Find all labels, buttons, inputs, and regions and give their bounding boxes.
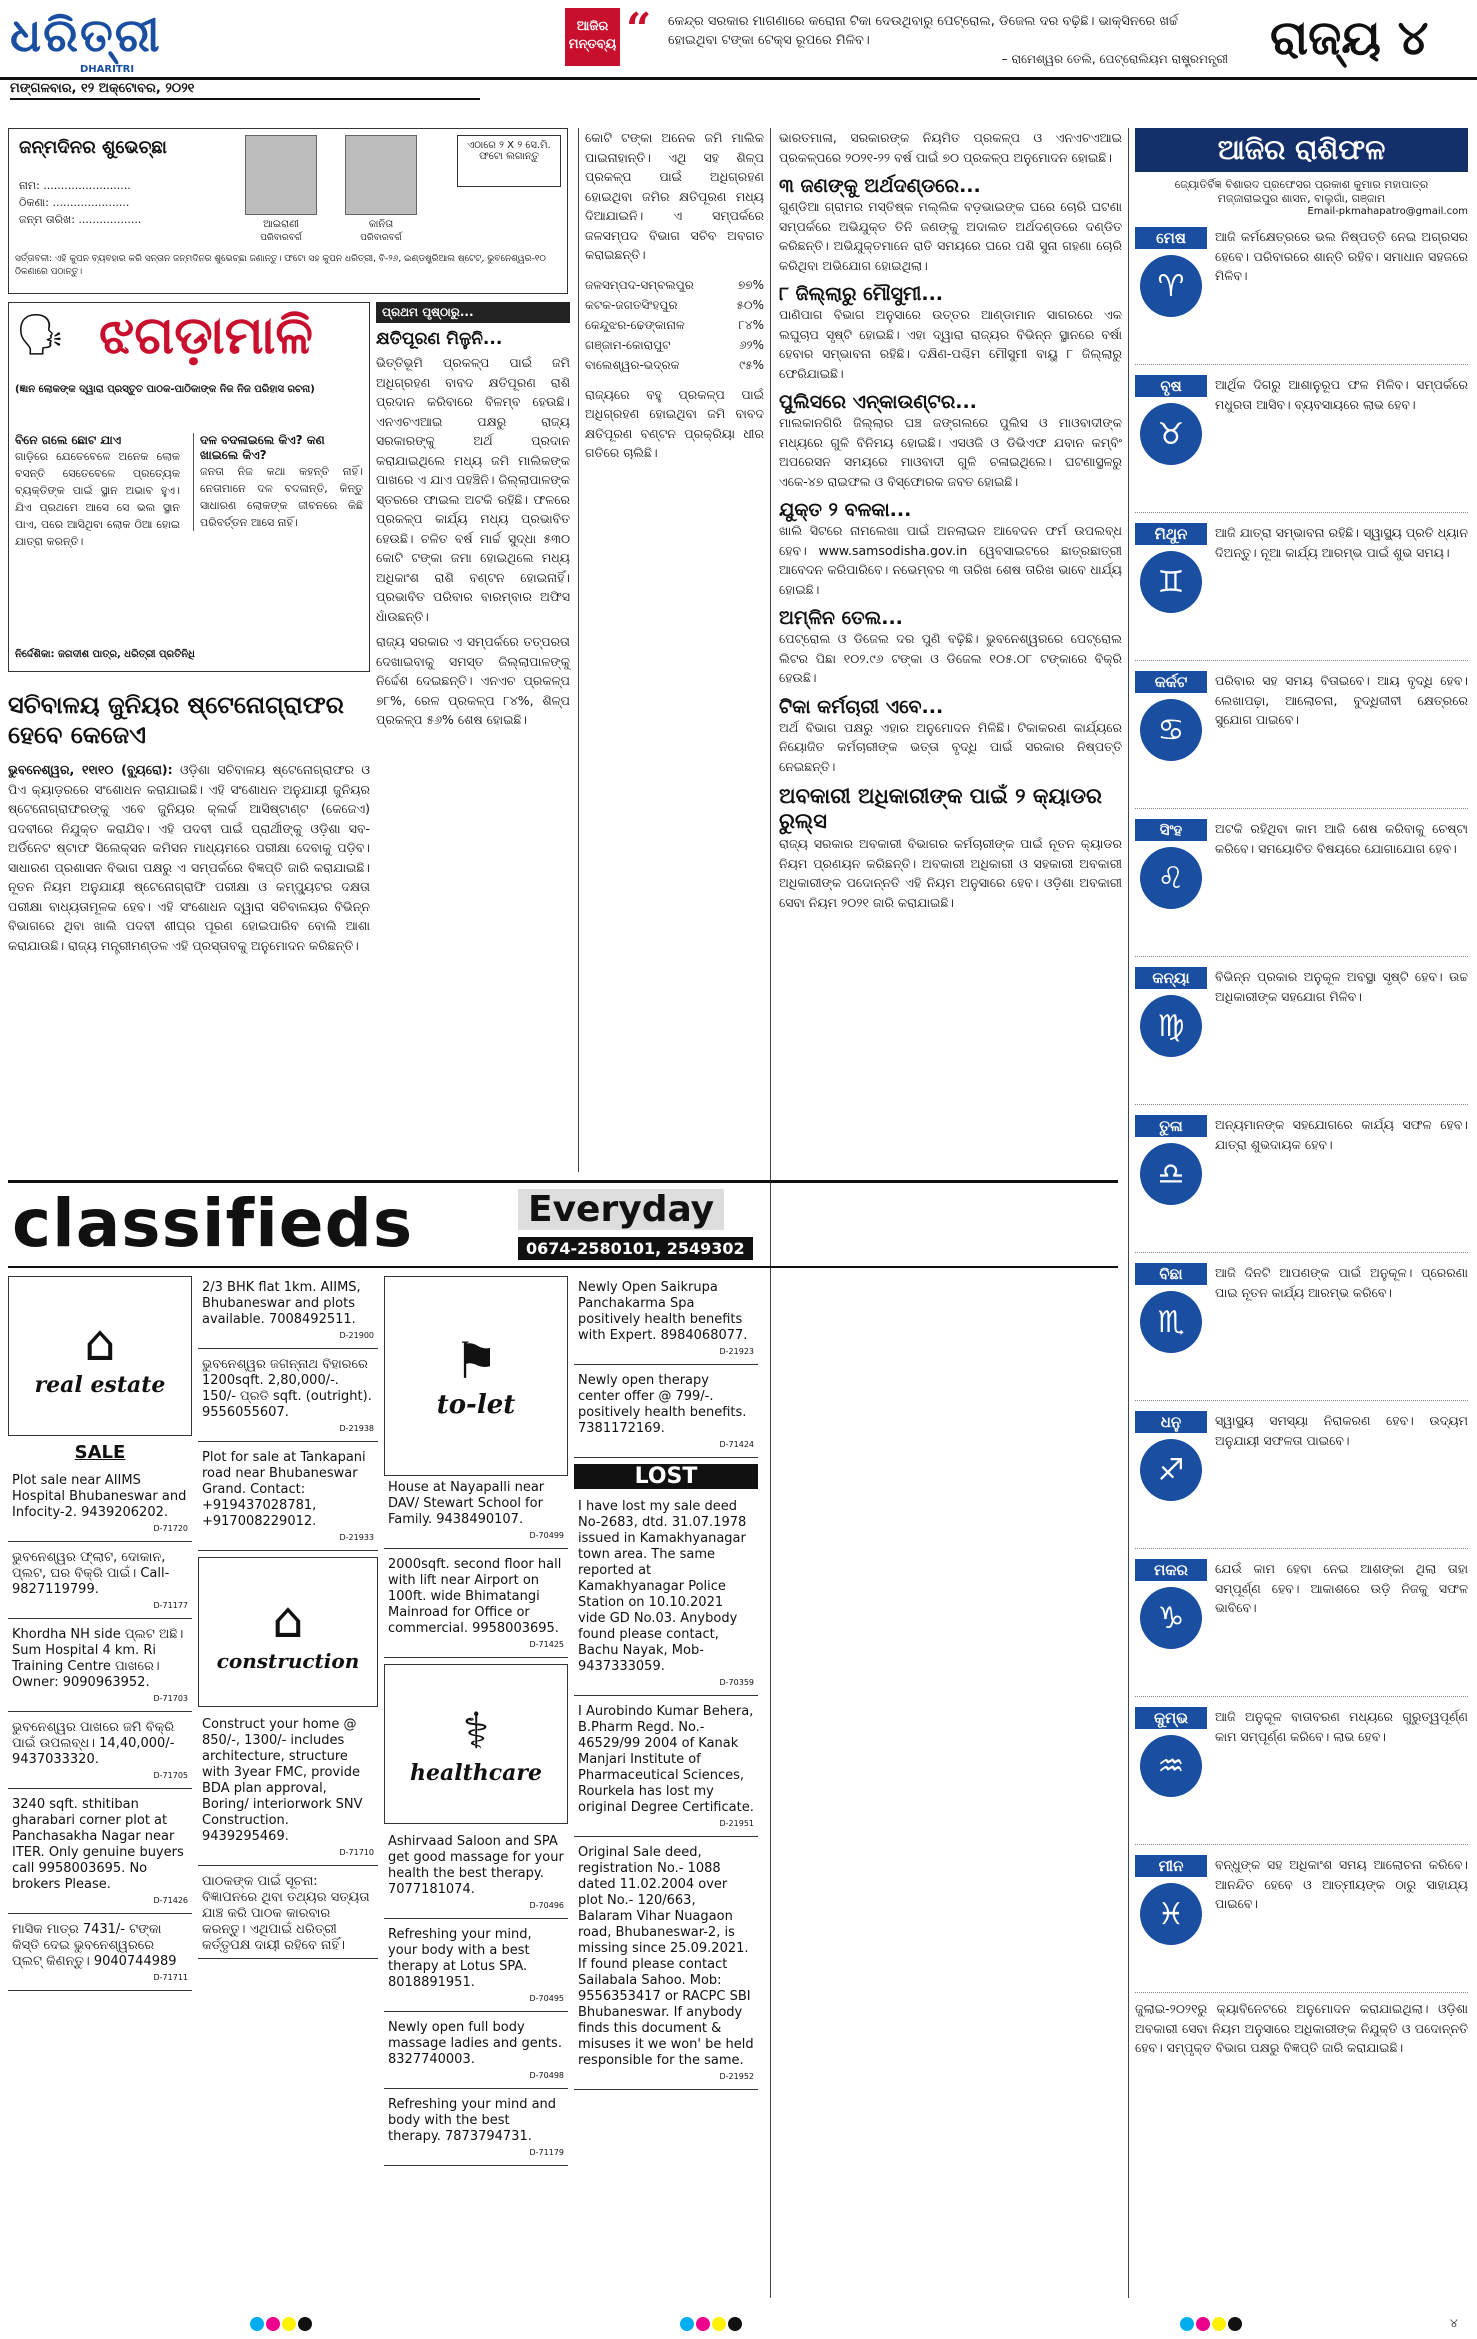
healthcare-banner (384, 1664, 568, 1824)
cartoon-faces-icon: 🗣 (15, 312, 66, 358)
rashifal-column (1128, 128, 1468, 2298)
zodiac-name: କୁମ୍ଭ (1135, 1707, 1207, 1729)
birthday-conditions: ସର୍ତ୍ତାବଳୀ: ଏହି କୁପନ ବ୍ୟବହାର କରି ସନ୍ତାନ ଜନ୍ମଦିନର ଶୁଭେଚ୍ଛା ଜଣାନ୍ତୁ। ଫଟୋ ସହ କୁପନ ଧରିତ୍ରୀ, ବି-୨୬, ଇଣ୍ଡଷ୍ଟ୍ରିଆଲ ଷ୍ଟେଟ୍, ଭୁବନେଶ୍ୱର-୧୦ ଠିକଣାରେ ପଠାନ୍ତୁ। (15, 254, 546, 277)
classified-ad-code: D-21951 (719, 1819, 754, 1828)
zodiac-sign-row (1135, 1411, 1468, 1549)
front-continue-column (376, 302, 570, 1172)
headline-story (8, 690, 370, 1170)
right-text: ଜନତା ନିଜ କଥା କହନ୍ତି ନାହିଁ। ନେତାମାନେ ଦଳ ବଦଳାନ୍ତି, କିନ୍ତୁ ସାଧାରଣ ଲୋକଙ୍କ ଜୀବନରେ କିଛି ପରିବର୍ତ୍ତନ ଆସେ ନାହିଁ। (200, 465, 363, 529)
classified-ad-text: Khordha NH side ପ୍ଲଟ ଅଛି। Sum Hospital 4 km. Ri Training Centre ପାଖରେ। Owner: 9090963952. (12, 1627, 184, 1690)
zodiac-symbol-icon: ♍ (1140, 995, 1202, 1057)
classified-ad[interactable] (198, 1870, 378, 1959)
classified-col-2 (198, 1276, 378, 2296)
classified-ad-code: D-70359 (719, 1678, 754, 1687)
zodiac-sign-row (1135, 1559, 1468, 1697)
story-body-1: ଗୁଣ୍ଡିଆ ଗ୍ରାମର ମସ୍ତିଷ୍କ ମଲ୍ଲିକ ବଡ଼ଭାଇଙ୍କ ଘରେ ଚୋରି ଘଟଣା ସମ୍ପର୍କରେ ଅଭିଯୁକ୍ତ ତିନି ଜଣଙ୍କୁ ଅଦାଲତ ଅର୍ଥଦଣ୍ଡରେ ଦଣ୍ଡିତ କରିଛନ୍ତି। ଅଭିଯୁକ୍ତମାନେ ରାତି ସମୟରେ ଘରେ ପଶି ସୁନା ଗହଣା ଚୋରି କରିଥିବା ଅଭିଯୋଗ ହୋଇଥିଲା। (779, 199, 1122, 273)
right-head: ଦଳ ବଦଳାଇଲେ କିଏ? କଣ ଖାଇଲେ କିଏ? (200, 433, 325, 462)
to-let-label: to-let (436, 1390, 516, 1420)
zodiac-symbol-icon: ♒ (1140, 1735, 1202, 1797)
zodiac-prediction: ପରିବାର ସହ ସମୟ ବିତାଇବେ। ଆୟ ବୃଦ୍ଧି ହେବ। ଲେଖାପଢ଼ା, ଆଲୋଚନା, ବୁଦ୍ଧିଜୀବୀ କ୍ଷେତ୍ରରେ ସୁଯୋଗ ପାଇବେ। (1215, 673, 1468, 727)
construction-label: construction (216, 1649, 360, 1673)
story-body-7: ରାଜ୍ୟ ସରକାର ଅବକାରୀ ବିଭାଗର କର୍ମଚାରୀଙ୍କ ପାଇଁ ନୂତନ କ୍ୟାଡର ନିୟମ ପ୍ରଣୟନ କରିଛନ୍ତି। ଅବକାରୀ ଅଧିକାରୀ ଓ ସହକାରୀ ଅବକାରୀ ଅଧିକାରୀଙ୍କ ପଦୋନ୍ନତି ଏହି ନିୟମ ଅନୁସାରେ ହେବ। ଓଡ଼ିଶା ଅବକାରୀ ସେବା ନିୟମ ୨୦୨୧ ଜାରି କରାଯାଇଛି। (779, 836, 1122, 910)
story-body-5: ପେଟ୍ରୋଲ ଓ ଡିଜେଲ ଦର ପୁଣି ବଢ଼ିଛି। ଭୁବନେଶ୍ୱରରେ ପେଟ୍ରୋଲ ଲିଟର ପିଛା ୧୦୨.୯୬ ଟଙ୍କା ଓ ଡିଜେଲ ୧୦୫.୦୮ ଟଙ୍କାରେ ବିକ୍ରି ହେଉଛି। (779, 631, 1122, 685)
zodiac-symbol-icon: ♏ (1140, 1291, 1202, 1353)
zodiac-prediction: ବିଭିନ୍ନ ପ୍ରକାର ଅନୁକୂଳ ଅବସ୍ଥା ସୃଷ୍ଟି ହେବ। ଉଚ୍ଚ ଅଧିକାରୀଙ୍କ ସହଯୋଗ ମିଳିବ। (1215, 969, 1468, 1004)
jhagadamali-left (15, 433, 180, 550)
child-photo-1 (245, 135, 317, 215)
zodiac-list (1135, 227, 1468, 1993)
classifieds-grid (8, 1276, 1118, 2296)
classified-ad[interactable] (198, 1713, 378, 1866)
lost-heading: LOST (574, 1464, 758, 1489)
stat-row: କେନ୍ଦୁଝର-ଢେଙ୍କାନାଳ ୮୪% (585, 317, 764, 332)
zodiac-symbol-icon: ♌ (1140, 847, 1202, 909)
classified-ad-text: Newly open therapy center offer @ 799/-. positively health benefits. 7381172169. (578, 1373, 747, 1436)
jhagadamali-box (8, 302, 370, 672)
logo-text: ଧରିତ୍ରୀ (10, 8, 162, 62)
zodiac-sign-row (1135, 375, 1468, 513)
story-head-1: ୩ ଜଣଙ୍କୁ ଅର୍ଥଦଣ୍ଡରେ... (779, 175, 981, 197)
zodiac-prediction: ବନ୍ଧୁଙ୍କ ସହ ଅଧିକାଂଶ ସମୟ ଆଲୋଚନା କରିବେ। ଆନନ୍ଦିତ ହେବେ ଓ ଆତ୍ମୀୟଙ୍କ ଠାରୁ ସାହାଯ୍ୟ ପାଇବେ। (1215, 1857, 1468, 1911)
classified-ad[interactable] (8, 1918, 192, 1991)
to-let-sign-icon: ⚑ (453, 1332, 499, 1390)
classified-ad-text: ପାଠକଙ୍କ ପାଇଁ ସୂଚନା: ବିଜ୍ଞାପନରେ ଥିବା ତଥ୍ୟର ସତ୍ୟତା ଯାଞ୍ଚ କରି ପାଠକ କାରବାର କରନ୍ତୁ। ଏଥିପାଇଁ ଧରିତ୍ରୀ କର୍ତ୍ତୃପକ୍ଷ ଦାୟୀ ରହିବେ ନାହିଁ। (202, 1874, 370, 1953)
story-body-3: ମାଲକାନଗିରି ଜିଲ୍ଲାର ଘଞ୍ଚ ଜଙ୍ଗଲରେ ପୁଲିସ ଓ ମାଓବାଦୀଙ୍କ ମଧ୍ୟରେ ଗୁଳି ବିନିମୟ ହୋଇଛି। ଏସଓଜି ଓ ଡିଭିଏଫ ଯବାନ କମ୍ବିଂ ଅପରେସନ ସମୟରେ ମାଓବାଦୀ ଗୁଳି ଚଳାଇଥିଲେ। ଘଟଣାସ୍ଥଳରୁ ଏକେ-୪୭ ରାଇଫଲ ଓ ବିସ୍ଫୋରକ ଜବତ ହୋଇଛି। (779, 415, 1122, 489)
classified-ad-code: D-70498 (529, 2071, 564, 2080)
classified-ad-code: D-71711 (153, 1973, 188, 1982)
classified-ad-code: D-71710 (339, 1848, 374, 1857)
stat-row: ଗଞ୍ଜାମ-କୋରାପୁଟ ୬୨% (585, 337, 764, 352)
birthday-form (19, 177, 239, 228)
classified-ad-code: D-70495 (529, 1994, 564, 2003)
classified-ad-code: D-21933 (339, 1533, 374, 1542)
classified-ad-code: D-21952 (719, 2072, 754, 2081)
zodiac-symbol-icon: ♎ (1140, 1143, 1202, 1205)
column-3 (578, 128, 764, 1172)
zodiac-sign-row (1135, 967, 1468, 1105)
classified-ad[interactable] (384, 1476, 568, 1549)
birthday-coupon (8, 128, 568, 294)
zodiac-badge (1135, 1855, 1207, 1986)
zodiac-name: କନ୍ୟା (1135, 967, 1207, 989)
col3-body-top: କୋଟି ଟଙ୍କା ଅନେକ ଜମି ମାଲିକ ପାଇନାହାନ୍ତି। ଏଥି ସହ ଶିଳ୍ପ ପ୍ରକଳ୍ପ ପାଇଁ ଅଧିଗ୍ରହଣ ହୋଇଥିବା ଜମିର କ୍ଷତିପୂରଣ ମଧ୍ୟ ଦିଆଯାଇନି। ଏ ସମ୍ପର୍କରେ ଜଳସମ୍ପଦ ବିଭାଗ ସଚିବ ଅବଗତ କରାଇଛନ୍ତି। (585, 130, 764, 262)
classified-ad-code: D-71720 (153, 1524, 188, 1533)
stat-row: ଜଳସମ୍ପଦ-ସମ୍ବଲପୁର ୭୭% (585, 277, 764, 292)
zodiac-sign-row (1135, 1707, 1468, 1845)
zodiac-name: ବୃଷ (1135, 375, 1207, 397)
story-head-4: ଯୁକ୍ତ ୨ ବଳକା... (779, 499, 912, 521)
classified-ad-code: D-70496 (529, 1901, 564, 1910)
registration-marks-center (680, 2316, 744, 2335)
classified-ad-text: House at Nayapalli near DAV/ Stewart School for Family. 9438490107. (388, 1480, 545, 1527)
zodiac-symbol-icon: ♑ (1140, 1587, 1202, 1649)
classified-col-4 (574, 1276, 758, 2296)
child-family-2: ପରିବାରବର୍ଗ (360, 233, 402, 243)
jhagadamali-subtitle: (ଜ୍ଞାନ ଲୋକଙ୍କ ଦ୍ୱାରା ପ୍ରସ୍ତୁତ ପାଠକ-ପାଠିକାଙ୍କ ନିଜ ନିଜ ପରିହାସ ରଚନା) (15, 384, 315, 395)
classified-ad-text: Newly open full body massage ladies and gents. 8327740003. (388, 2020, 562, 2067)
zodiac-sign-row (1135, 1855, 1468, 1993)
zodiac-prediction: ସ୍ୱାସ୍ଥ୍ୟ ସମସ୍ୟା ନିରାକରଣ ହେବ। ଉଦ୍ୟମ ଅନୁଯାୟୀ ସଫଳତା ପାଇବେ। (1215, 1413, 1468, 1448)
photo-placeholder[interactable]: ଏଠାରେ ୨ X ୨ ସେ.ମି. ଫଟୋ ଲଗାନ୍ତୁ (457, 135, 561, 187)
classified-ad[interactable] (8, 1793, 192, 1914)
classifieds-banner (8, 1180, 1118, 1268)
astrologer-email[interactable]: Email-pkmahapatro@gmail.com (1307, 206, 1468, 217)
story-body-6: ଅର୍ଥ ବିଭାଗ ପକ୍ଷରୁ ଏହାର ଅନୁମୋଦନ ମିଳିଛି। ଟିକାକରଣ କାର୍ଯ୍ୟରେ ନିୟୋଜିତ କର୍ମଚାରୀଙ୍କ ଭତ୍ତା ବୃଦ୍ଧି ପାଇଁ ସରକାର ନିଷ୍ପତ୍ତି ନେଇଛନ୍ତି। (779, 719, 1122, 774)
masthead (0, 0, 1477, 80)
col4-top-body: ଭାରତମାଳା, ସରକାରଙ୍କ ନିୟମିତ ପ୍ରକଳ୍ପ ଓ ଏନଏଚଏଆଇ ପ୍ରକଳ୍ପରେ ୨୦୨୧-୨୨ ବର୍ଷ ପାଇଁ ୭୦ ପ୍ରକଳ୍ପ ଅନୁମୋଦନ ହୋଇଛି। (779, 130, 1122, 165)
sale-label: SALE (74, 1442, 126, 1463)
zodiac-badge (1135, 1707, 1207, 1838)
jhagadamali-right (193, 433, 363, 531)
zodiac-name: ବିଛା (1135, 1263, 1207, 1285)
classified-ad-text: Original Sale deed, registration No.- 1088 dated 11.02.2004 over plot No.- 120/663, Balaram Vihar Nuagaon road, Bhubaneswar-2, is missing since 25.09.2021. If found please contact Sailabala Sahoo. Mob: 9556353417 or RACPC SBI Bhubaneswar. If anybody finds this document & misuses it we won' be held responsible for the same. (578, 1845, 754, 2068)
zodiac-badge (1135, 375, 1207, 506)
stat-row: କଟକ-ଜଗତସିଂହପୁର ୫୦% (585, 297, 764, 312)
classified-ad-text: ଭୁବନେଶ୍ୱର ଫ୍ଲାଟ, ଦୋକାନ, ପ୍ଲଟ, ଘର ବିକ୍ରି ପାଇଁ। Call- 9827119799. (12, 1550, 170, 1597)
classified-ad-text: Ashirvaad Saloon and SPA get good massage for your health the best therapy. 7077181074. (388, 1834, 564, 1897)
left-head: ବିନେ ଗଲେ ଛୋଟ ଯାଏ (15, 433, 122, 447)
classified-ad-text: Plot for sale at Tankapani road near Bhubaneswar Grand. Contact: +919437028781, +917008229012. (202, 1450, 366, 1529)
story-head-6: ଟିକା କର୍ମଚାରୀ ଏବେ... (779, 695, 944, 718)
classified-ad-text: 3240 sqft. sthitiban gharabari corner plot at Panchasakha Nagar near ITER. Only genuine buyers call 9958003695. No brokers Please. (12, 1797, 184, 1892)
classified-ad-code: D-71703 (153, 1694, 188, 1703)
classified-ad-code: D-71179 (529, 2148, 564, 2157)
col4-ads-top (574, 1276, 758, 1458)
zodiac-symbol-icon: ♉ (1140, 403, 1202, 465)
zodiac-sign-row (1135, 1263, 1468, 1401)
classified-ad-code: D-71177 (153, 1601, 188, 1610)
newspaper-logo[interactable] (10, 8, 240, 75)
page-title: ରାଜ୍ୟ ୪ (1270, 10, 1429, 66)
zodiac-badge (1135, 1411, 1207, 1542)
story-head-2: ୮ ଜିଲ୍ଲାରୁ ମୌସୁମୀ... (779, 283, 944, 305)
classified-ad-text: ଭୁବନେଶ୍ୱର ଜଗନ୍ନାଥ ବିହାରରେ 1200sqft. 2,80,000/-. 150/- ପ୍ରତି sqft. (outright). 9556055607. (202, 1357, 372, 1420)
zodiac-badge (1135, 227, 1207, 358)
classified-ad-text: ମାସିକ ମାତ୍ର 7431/- ଟଙ୍କା କିସ୍ତି ଦେଇ ଭୁବନେଶ୍ୱରରେ ପ୍ଲଟ୍ କିଣନ୍ତୁ। 9040744989 (12, 1922, 177, 1969)
healthcare-label: healthcare (410, 1760, 542, 1786)
zodiac-prediction: ଆଜି ଅନୁକୂଳ ବାତାବରଣ ମଧ୍ୟରେ ଗୁରୁତ୍ୱପୂର୍ଣ୍ଣ କାମ ସମ୍ପୂର୍ଣ୍ଣ କରିବେ। ଲାଭ ହେବ। (1215, 1709, 1468, 1744)
story-head-7: ଅବକାରୀ ଅଧିକାରୀଙ୍କ ପାଇଁ ୨ କ୍ୟାଡର ରୁଲ୍ସ (779, 784, 1102, 833)
logo-subtext: DHARITRI (80, 64, 135, 75)
classifieds-title: classifieds (12, 1185, 414, 1262)
zodiac-badge (1135, 1115, 1207, 1246)
zodiac-badge (1135, 1559, 1207, 1690)
real-estate-label: real estate (34, 1372, 166, 1398)
classified-ad-text: Construct your home @ 850/-, 1300/- includes architecture, structure with 3year FMC, provide BDA plan approval, Boring/ interiorwork SNV Construction. 9439295469. (202, 1717, 363, 1844)
rashifal-bottom-text: ଜୁଲାଇ-୨୦୨୧ରୁ କ୍ୟାବିନେଟରେ ଅନୁମୋଦନ କରାଯାଇଥିଲା। ଓଡ଼ିଶା ଅବକାରୀ ସେବା ନିୟମ ଅନୁସାରେ ଅଧିକାରୀଙ୍କ ନିଯୁକ୍ତି ଓ ପଦୋନ୍ନତି ହେବ। ସମ୍ପୃକ୍ତ ବିଭାଗ ପକ୍ଷରୁ ବିଜ୍ଞପ୍ତି ଜାରି କରାଯାଇଛି। (1135, 2001, 1468, 2055)
stat-row: ବାଲେଶ୍ୱର-ଭଦ୍ରକ ୯୫% (585, 357, 764, 372)
classified-ad[interactable] (574, 1276, 758, 1365)
quote-mark-icon: “ (626, 4, 652, 55)
classified-ad-text: 2/3 BHK flat 1km. AIIMS, Bhubaneswar and plots available. 7008492511. (202, 1280, 361, 1327)
zodiac-symbol-icon: ♋ (1140, 699, 1202, 761)
classified-col-1 (8, 1276, 192, 2296)
child-photo-2 (345, 135, 417, 215)
story-body-2: ପାଣିପାଗ ବିଭାଗ ଅନୁସାରେ ଉତ୍ତର ଆଣ୍ଡାମାନ ସାଗରରେ ଏକ ଲଘୁଚାପ ସୃଷ୍ଟି ହୋଇଛି। ଏହା ଦ୍ୱାରା ରାଜ୍ୟର ବିଭିନ୍ନ ସ୍ଥାନରେ ବର୍ଷା ହେବାର ସମ୍ଭାବନା ରହିଛି। ଦକ୍ଷିଣ-ପଶ୍ଚିମ ମୌସୁମୀ ବାୟୁ ୮ ଜିଲ୍ଲାରୁ ଫେରିଯାଇଛି। (779, 307, 1122, 381)
classified-ad-code: D-71424 (719, 1440, 754, 1449)
classified-ad-text: Refreshing your mind and body with the best therapy. 7873794731. (388, 2097, 557, 2144)
classified-ad-code: D-21938 (339, 1424, 374, 1433)
classified-ad[interactable] (384, 2016, 568, 2089)
zodiac-symbol-icon: ♐ (1140, 1439, 1202, 1501)
col1-ads (8, 1469, 192, 1991)
astrologer-address: ମଜ୍ଜାରାଇପୁର ଶାସନ, ବାଲୁଗାଁ, ଗଞ୍ଜାମ (1217, 192, 1386, 205)
classified-ad-text: Plot sale near AIIMS Hospital Bhubaneswar and Infocity-2. 9439206202. (12, 1473, 187, 1520)
classified-ad[interactable] (384, 2093, 568, 2166)
zodiac-badge (1135, 819, 1207, 950)
front-continue-label: ପ୍ରଥମ ପୃଷ୍ଠାରୁ... (376, 302, 570, 323)
headline-dateline: ଭୁବନେଶ୍ୱର, ୧୧ା୧୦ (ବ୍ୟୁରୋ): (8, 762, 173, 777)
front-continue-body: ଭିତ୍ତିଭୂମି ପ୍ରକଳ୍ପ ପାଇଁ ଜମି ଅଧିଗ୍ରହଣ ବାବଦ କ୍ଷତିପୂରଣ ରାଶି ପ୍ରଦାନ କରିବାରେ ବିଳମ୍ବ ହେଉଛି। ଏନଏଚଏଆଇ ପକ୍ଷରୁ ରାଜ୍ୟ ସରକାରଙ୍କୁ ଅର୍ଥ ପ୍ରଦାନ କରାଯାଇଥିଲେ ମଧ୍ୟ ଜମି ମାଲିକଙ୍କ ପାଖରେ ଏ ଯାଏ ପହଞ୍ଚିନି। ଜିଲ୍ଲାପାଳଙ୍କ ସ୍ତରରେ ଫାଇଲ ଅଟକି ରହିଛି। ଫଳରେ ପ୍ରକଳ୍ପ କାର୍ଯ୍ୟ ମଧ୍ୟ ପ୍ରଭାବିତ ହେଉଛି। ଚଳିତ ବର୍ଷ ମାର୍ଚ୍ଚ ସୁଦ୍ଧା ୫୩୦ କୋଟି ଟଙ୍କା ଜମା ହୋଇଥିଲେ ମଧ୍ୟ ଅଧିକାଂଶ ରାଶି ବଣ୍ଟନ ହୋଇନାହିଁ। ପ୍ରଭାବିତ ପରିବାର ବାରମ୍ବାର ଅଫିସ ଧାଁଉଛନ୍ତି। (376, 355, 570, 624)
stethoscope-icon: ⚕ (462, 1702, 490, 1760)
classified-ad-code: D-70499 (529, 1531, 564, 1540)
child-family-1: ପରିବାରବର୍ଗ (260, 233, 302, 243)
classified-ad-code: D-71426 (153, 1896, 188, 1905)
col3-ads-bottom (384, 1830, 568, 2166)
zodiac-name: ତୁଳା (1135, 1115, 1207, 1137)
classified-ad-code: D-21923 (719, 1347, 754, 1356)
zodiac-name: ମକର (1135, 1559, 1207, 1581)
zodiac-sign-row (1135, 1115, 1468, 1253)
story-body-4: ଖାଲି ସିଟରେ ନାମଲେଖା ପାଇଁ ଅନଲାଇନ ଆବେଦନ ଫର୍ମ ଉପଲବ୍ଧ ହେବ। www.samsodisha.gov.in ୱେବସାଇଟରେ ଛାତ୍ରଛାତ୍ରୀ ଆବେଦନ କରିପାରିବେ। ନଭେମ୍ବର ୩ ତାରିଖ ଶେଷ ତାରିଖ ଭାବେ ଧାର୍ଯ୍ୟ ହୋଇଛି। (779, 523, 1122, 597)
form-field-dob[interactable]: ଜନ୍ମ ତାରିଖ: .................. (19, 213, 142, 226)
classified-ad-code: D-71705 (153, 1771, 188, 1780)
zodiac-badge (1135, 671, 1207, 802)
front-continue-body2: ରାଜ୍ୟ ସରକାର ଏ ସମ୍ପର୍କରେ ତତ୍ପରତା ଦେଖାଇବାକୁ ସମସ୍ତ ଜିଲ୍ଲାପାଳଙ୍କୁ ନିର୍ଦ୍ଦେଶ ଦେଇଛନ୍ତି। ଏନଏଚ ପ୍ରକଳ୍ପ ୭୮%, ରେଳ ପ୍ରକଳ୍ପ ୮୪%, ଶିଳ୍ପ ପ୍ରକଳ୍ପ ୫୬% ଶେଷ ହୋଇଛି। (376, 634, 570, 727)
quote-body: କେନ୍ଦ୍ର ସରକାର ମାଗଣାରେ କରୋନା ଟିକା ଦେଉଥିବାରୁ ପେଟ୍ରୋଲ, ଡିଜେଲ ଦର ବଢ଼ିଛି। ଭାକ୍ସିନରେ ଖର୍ଚ୍ଚ ହୋଇଥିବା ଟଙ୍କା ଟେକ୍ସ ରୂପରେ ମିଳିବ। (668, 14, 1178, 48)
zodiac-prediction: ଆଜି କର୍ମକ୍ଷେତ୍ରରେ ଭଲ ନିଷ୍ପତ୍ତି ନେଇ ଅଗ୍ରସର ହେବେ। ପରିବାରରେ ଶାନ୍ତି ରହିବ। ସମାଧାନ ସହଜରେ ମିଳିବ। (1215, 229, 1468, 283)
classified-ad[interactable] (384, 1553, 568, 1658)
zodiac-prediction: ଯେଉଁ କାମ ହେବା ନେଇ ଆଶଙ୍କା ଥିଲା ତାହା ସମ୍ପୂର୍ଣ୍ଣ ହେବ। ଆକାଶରେ ଉଡ଼ି ନିଜକୁ ସଫଳ ଭାବିବେ। (1215, 1561, 1468, 1615)
classified-ad[interactable] (574, 1700, 758, 1837)
construction-house-icon: ⌂ (272, 1591, 304, 1649)
zodiac-symbol-icon: ♊ (1140, 551, 1202, 613)
astrologer-name: ଜ୍ୟୋତିର୍ବିଜ୍ଞ ବିଶାରଦ ପ୍ରଫେସର ପ୍ରକାଶ କୁମାର ମହାପାତ୍ର (1174, 178, 1429, 191)
front-continue-title: କ୍ଷତିପୂରଣ ମିଳୁନି... (376, 329, 503, 349)
classified-ad-text: Refreshing your mind, your body with a best therapy at Lotus SPA. 8018891951. (388, 1927, 532, 1990)
zodiac-badge (1135, 1263, 1207, 1394)
classifieds-everyday: Everyday (518, 1189, 724, 1230)
headline-title: ସଚିବାଳୟ ଜୁନିୟର ଷ୍ଟେନୋଗ୍ରାଫର ହେବେ କେଜେଏ (8, 691, 344, 749)
zodiac-name: ମୀନ (1135, 1855, 1207, 1877)
classified-ad[interactable] (198, 1353, 378, 1442)
issue-date: ମଙ୍ଗଳବାର, ୧୨ ଅକ୍ଟୋବର, ୨୦୨୧ (10, 78, 480, 100)
child-name-1: ଆଇରାଣୀ (263, 219, 299, 230)
jhagadamali-credit: ନିର୍ଦ୍ଦେଶିକା: ଜଗଦୀଶ ପାତ୍ର, ଧରିତ୍ରୀ ପ୍ରତିନିଧି (15, 649, 195, 660)
zodiac-sign-row (1135, 227, 1468, 365)
headline-text: ଓଡ଼ିଶା ସଚିବାଳୟ ଷ୍ଟେନୋଗ୍ରାଫର ଓ ପିଏ କ୍ୟାଡ଼ରରେ ସଂଶୋଧନ କରାଯାଇଛି। ଏହି ସଂଶୋଧନ ଅନୁଯାୟୀ ଜୁନିୟର ଷ୍ଟେନୋଗ୍ରାଫରଙ୍କୁ ଏବେ ଜୁନିୟର କ୍ଲର୍କ ଆସିଷ୍ଟାଣ୍ଟ (କେଜେଏ) ପଦବୀରେ ନିଯୁକ୍ତ କରାଯିବ। ଏହି ପଦବୀ ପାଇଁ ପ୍ରାର୍ଥୀଙ୍କୁ ଓଡ଼ିଶା ସବ-ଅର୍ଡିନେଟ ଷ୍ଟାଫ ସିଲେକ୍ସନ କମିସନ ମାଧ୍ୟମରେ ପରୀକ୍ଷା ଦେବାକୁ ପଡ଼ିବ। ସାଧାରଣ ପ୍ରଶାସନ ବିଭାଗ ପକ୍ଷରୁ ଏ ସମ୍ପର୍କରେ ବିଜ୍ଞପ୍ତି ଜାରି କରାଯାଇଛି। ନୂତନ ନିୟମ ଅନୁଯାୟୀ ଷ୍ଟେନୋଗ୍ରାଫି ପରୀକ୍ଷା ଓ କମ୍ପ୍ୟୁଟର ଦକ୍ଷତା ପରୀକ୍ଷା ବାଧ୍ୟତାମୂଳକ ହେବ। ଏହି ସଂଶୋଧନ ଦ୍ୱାରା ସଚିବାଳୟର ବିଭିନ୍ନ ବିଭାଗରେ ଥିବା ଖାଲି ପଦବୀ ଶୀଘ୍ର ପୂରଣ ହୋଇପାରିବ ବୋଲି ଆଶା କରାଯାଉଛି। ରାଜ୍ୟ ମନ୍ତ୍ରୀମଣ୍ଡଳ ଏହି ପ୍ରସ୍ତାବକୁ ଅନୁମୋଦନ କରିଛନ୍ତି। (8, 762, 370, 953)
col3-body-bottom: ରାଜ୍ୟରେ ବହୁ ପ୍ରକଳ୍ପ ପାଇଁ ଅଧିଗ୍ରହଣ ହୋଇଥିବା ଜମି ବାବଦ କ୍ଷତିପୂରଣ ବଣ୍ଟନ ପ୍ରକ୍ରିୟା ଧୀର ଗତିରେ ଚାଲିଛି। (585, 386, 764, 460)
zodiac-prediction: ଆର୍ଥିକ ଦିଗରୁ ଆଶାନୁରୂପ ଫଳ ମିଳିବ। ସମ୍ପର୍କରେ ମଧୁରତା ଆସିବ। ବ୍ୟବସାୟରେ ଲାଭ ହେବ। (1215, 377, 1468, 412)
classified-ad[interactable] (8, 1623, 192, 1712)
left-text: ଗାଡ଼ିରେ ଯେତେବେଳେ ଅନେକ ଲୋକ ବସନ୍ତି ସେତେବେଳେ ପ୍ରତ୍ୟେକ ବ୍ୟକ୍ତିଙ୍କ ପାଇଁ ସ୍ଥାନ ଅଭାବ ହୁଏ। ଯିଏ ପ୍ରଥମେ ଆସେ ସେ ଭଲ ସ୍ଥାନ ପାଏ, ପରେ ଆସିଥିବା ଲୋକ ଠିଆ ହୋଇ ଯାତ୍ରା କରନ୍ତି। (15, 450, 180, 548)
jhagadamali-title: ଝଗଡ଼ାମାଳି (99, 305, 313, 366)
zodiac-symbol-icon: ♓ (1140, 1883, 1202, 1945)
classified-ad[interactable] (198, 1446, 378, 1551)
child-name-2: କାନିତା (368, 219, 394, 230)
quote-author: – ରାମେଶ୍ୱର ତେଲି, ପେଟ୍ରୋଲିୟମ ରାଷ୍ଟ୍ରମନ୍ତ୍ରୀ (1001, 52, 1228, 66)
house-icon: ⌂ (84, 1314, 116, 1372)
registration-marks-left (250, 2316, 314, 2335)
classified-ad[interactable] (8, 1546, 192, 1619)
classified-ad[interactable] (198, 1276, 378, 1349)
to-let-banner (384, 1276, 568, 1476)
story-head-5: ଅମ୍ଳିନ ତେଲ... (779, 607, 903, 629)
classified-ad[interactable] (384, 1923, 568, 2012)
col2-ads-top (198, 1276, 378, 1551)
zodiac-sign-row (1135, 671, 1468, 809)
real-estate-banner (8, 1276, 192, 1436)
classified-ad-text: I Aurobindo Kumar Behera, B.Pharm Regd. No.- 46529/99 2004 of Kanak Manjari Institute of Pharmaceutical Sciences, Rourkela has lost my original Degree Certificate. (578, 1704, 754, 1815)
zodiac-name: ସିଂହ (1135, 819, 1207, 841)
zodiac-prediction: ଅଟକି ରହିଥିବା କାମ ଆଜି ଶେଷ କରିବାକୁ ଚେଷ୍ଟା କରିବେ। ସମୟୋଚିତ ବିଷୟରେ ଯୋଗାଯୋଗ ହେବ। (1215, 821, 1468, 856)
zodiac-name: ଧନୁ (1135, 1411, 1207, 1433)
classified-ad-text: ଭୁବନେଶ୍ୱର ପାଖରେ ଜମି ବିକ୍ରି ପାଇଁ ଉପଲବ୍ଧ। 14,40,000/- 9437033320. (12, 1720, 175, 1767)
page-marker: ୪ (1450, 2316, 1458, 2330)
zodiac-prediction: ଆଜି ଦିନଟି ଆପଣଙ୍କ ପାଇଁ ଅନୁକୂଳ। ପ୍ରେରଣା ପାଇ ନୂତନ କାର୍ଯ୍ୟ ଆରମ୍ଭ କରିବେ। (1215, 1265, 1468, 1300)
zodiac-name: ମିଥୁନ (1135, 523, 1207, 545)
zodiac-prediction: ଆଜି ଯାତ୍ରା ସମ୍ଭାବନା ରହିଛି। ସ୍ୱାସ୍ଥ୍ୟ ପ୍ରତି ଧ୍ୟାନ ଦିଅନ୍ତୁ। ନୂଆ କାର୍ଯ୍ୟ ଆରମ୍ଭ ପାଇଁ ଶୁଭ ସମୟ। (1215, 525, 1468, 560)
classified-ad-code: D-71425 (529, 1640, 564, 1649)
zodiac-sign-row (1135, 523, 1468, 661)
classified-col-3 (384, 1276, 568, 2296)
classified-ad-text: 2000sqft. second floor hall with lift near Airport on 100ft. wide Bhimatangi Mainroad for Office or commercial. 9958003695. (388, 1557, 562, 1636)
construction-banner (198, 1557, 378, 1707)
col3-ads-top (384, 1476, 568, 1658)
zodiac-name: କର୍କଟ (1135, 671, 1207, 693)
col2-ads-bottom (198, 1713, 378, 1959)
zodiac-prediction: ଅନ୍ୟମାନଙ୍କ ସହଯୋଗରେ କାର୍ଯ୍ୟ ସଫଳ ହେବ। ଯାତ୍ରା ଶୁଭଦାୟକ ହେବ। (1215, 1117, 1468, 1152)
birthday-title: ଜନ୍ମଦିନର ଶୁଭେଚ୍ଛା (19, 137, 167, 158)
form-field-address[interactable]: ଠିକଣା: ...................... (19, 196, 130, 209)
classified-ad-text: I have lost my sale deed No-2683, dtd. 31.07.1978 issued in Kamakhyanagar town area. The same reported at Kamakhyanagar Police Station on 10.10.2021 vide GD No.03. Anybody found please contact, Bachu Nayak, Mob-9437333059. (578, 1499, 747, 1674)
classified-ad[interactable] (574, 1369, 758, 1458)
classified-ad[interactable] (574, 1495, 758, 1696)
col4-ads-bottom (574, 1495, 758, 2090)
classified-ad-text: Newly Open Saikrupa Panchakarma Spa positively health benefits with Expert. 8984068077. (578, 1280, 748, 1343)
classified-ad[interactable] (384, 1830, 568, 1919)
story-head-3: ପୁଲିସରେ ଏନ୍‌କାଉଣ୍ଟର... (779, 391, 977, 413)
daily-quote (668, 12, 1228, 69)
col3-stats-table (585, 275, 764, 375)
registration-marks-right (1180, 2316, 1244, 2335)
zodiac-symbol-icon: ♈ (1140, 255, 1202, 317)
zodiac-badge (1135, 523, 1207, 654)
form-field-name[interactable]: ନାମ: ......................... (19, 179, 131, 192)
classified-ad[interactable] (574, 1841, 758, 2090)
classified-ad-code: D-21900 (339, 1331, 374, 1340)
zodiac-sign-row (1135, 819, 1468, 957)
zodiac-name: ମେଷ (1135, 227, 1207, 249)
print-registration-bar (0, 2310, 1477, 2339)
quote-tag: ଆଜିର ମନ୍ତବ୍ୟ (565, 8, 620, 66)
rashifal-title: ଆଜିର ରାଶିଫଳ (1135, 128, 1468, 172)
classified-ad[interactable] (8, 1716, 192, 1789)
classifieds-phone[interactable]: 0674-2580101, 2549302 (518, 1237, 753, 1260)
zodiac-badge (1135, 967, 1207, 1098)
headline-body (8, 760, 370, 955)
classified-ad[interactable] (8, 1469, 192, 1542)
